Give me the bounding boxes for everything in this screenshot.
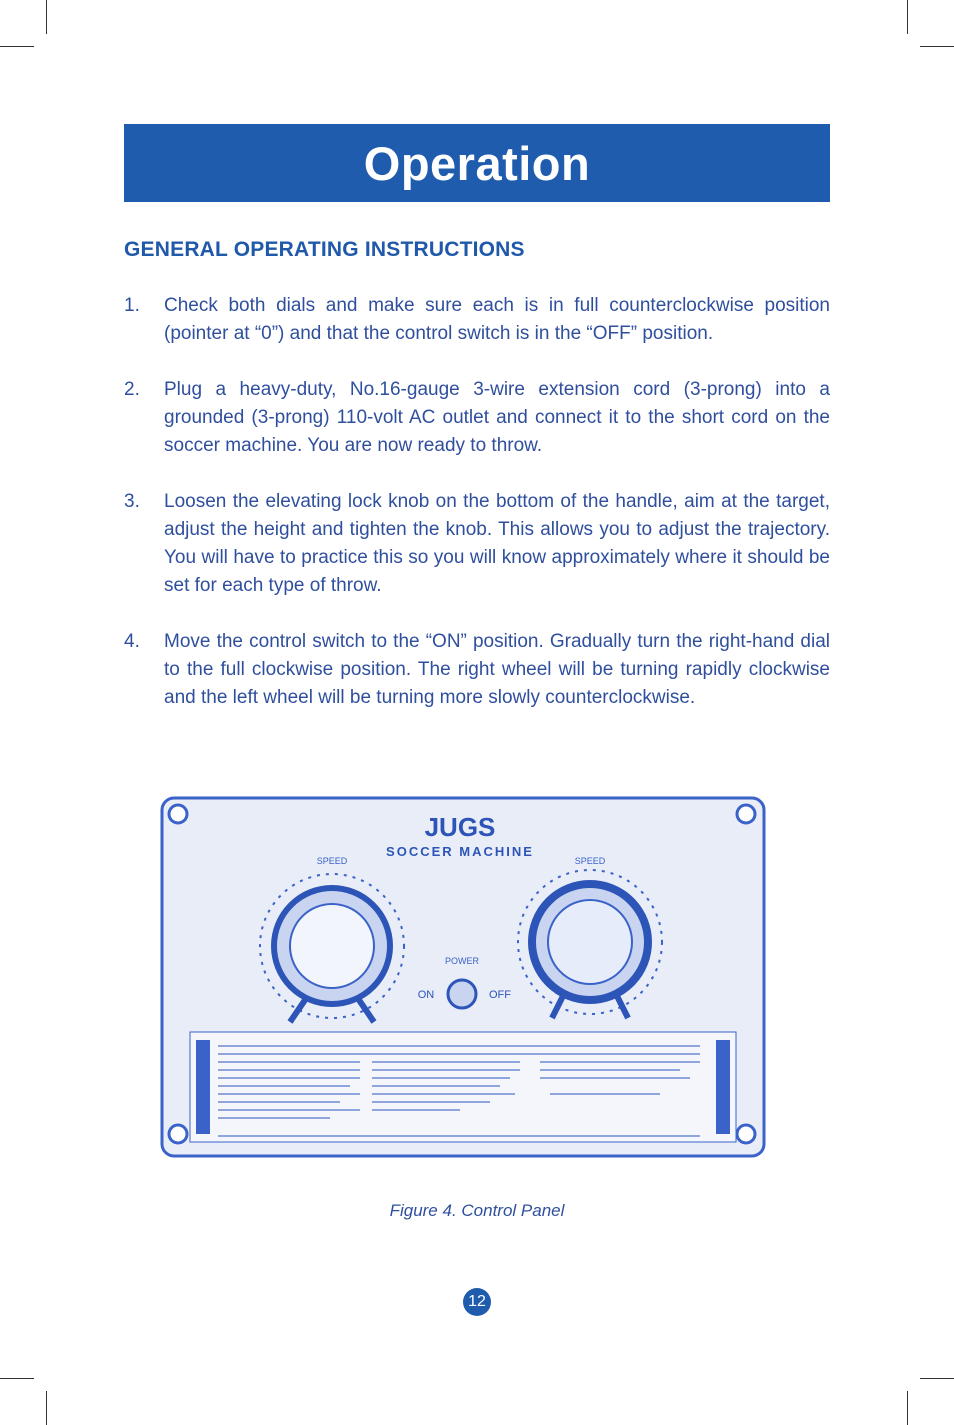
figure-caption: Figure 4. Control Panel <box>389 1201 565 1220</box>
crop-mark <box>46 1391 47 1425</box>
crop-mark <box>907 1391 908 1425</box>
left-dial-label: SPEED <box>316 856 348 866</box>
section-heading: GENERAL OPERATING INSTRUCTIONS <box>124 238 525 261</box>
power-label: POWER <box>444 956 480 966</box>
control-panel-illustration <box>160 796 766 1158</box>
step-number: 3. <box>124 491 140 512</box>
warning-stripe <box>716 1040 730 1134</box>
crop-mark <box>920 46 954 47</box>
switch-off-label: OFF <box>489 989 511 1001</box>
step-number: 2. <box>124 379 140 400</box>
power-switch-icon <box>448 980 476 1008</box>
right-dial-cap <box>548 900 632 984</box>
page-number-badge: 12 <box>463 1288 491 1316</box>
step-number: 4. <box>124 631 140 652</box>
crop-mark <box>0 1378 34 1379</box>
left-dial-cap <box>290 904 374 988</box>
brand-logo: JUGS <box>424 812 496 842</box>
instruction-step <box>124 488 830 600</box>
crop-mark <box>920 1378 954 1379</box>
instruction-step <box>124 628 830 712</box>
screw-icon <box>169 1125 187 1143</box>
step-text: Check both dials and make sure each is in full counterclockwise position (pointer at “0”) and that the control switch is in the “OFF” position. <box>164 295 830 344</box>
page-title: Operation <box>363 136 591 190</box>
step-text: Plug a heavy-duty, No.16-gauge 3-wire extension cord (3-prong) into a grounded (3-prong) 110-volt AC outlet and connect it to the short cord on the soccer machine. You are now ready to throw. <box>164 379 830 456</box>
screw-icon <box>737 805 755 823</box>
step-number: 1. <box>124 295 140 316</box>
step-text: Loosen the elevating lock knob on the bottom of the handle, aim at the target, adjust the height and tighten the knob. This allows you to adjust the trajectory. You will have to practice this so you will know approximately where it should be set for each type of throw. <box>164 491 830 596</box>
step-text: Move the control switch to the “ON” position. Gradually turn the right-hand dial to the full clockwise position. The right wheel will be turning rapidly clockwise and the left wheel will be turning more slowly counterclockwise. <box>164 631 830 708</box>
crop-mark <box>0 46 34 47</box>
instruction-list <box>124 292 830 712</box>
screw-icon <box>169 805 187 823</box>
instruction-step <box>124 376 830 460</box>
control-panel-photo <box>160 796 766 1158</box>
title-banner <box>124 124 830 202</box>
crop-mark <box>46 0 47 34</box>
screw-icon <box>737 1125 755 1143</box>
crop-mark <box>907 0 908 34</box>
instruction-step <box>124 292 830 348</box>
warning-stripe <box>196 1040 210 1134</box>
right-dial-label: SPEED <box>574 856 606 866</box>
switch-on-label: ON <box>417 989 435 1001</box>
product-name: SOCCER MACHINE <box>386 844 534 859</box>
